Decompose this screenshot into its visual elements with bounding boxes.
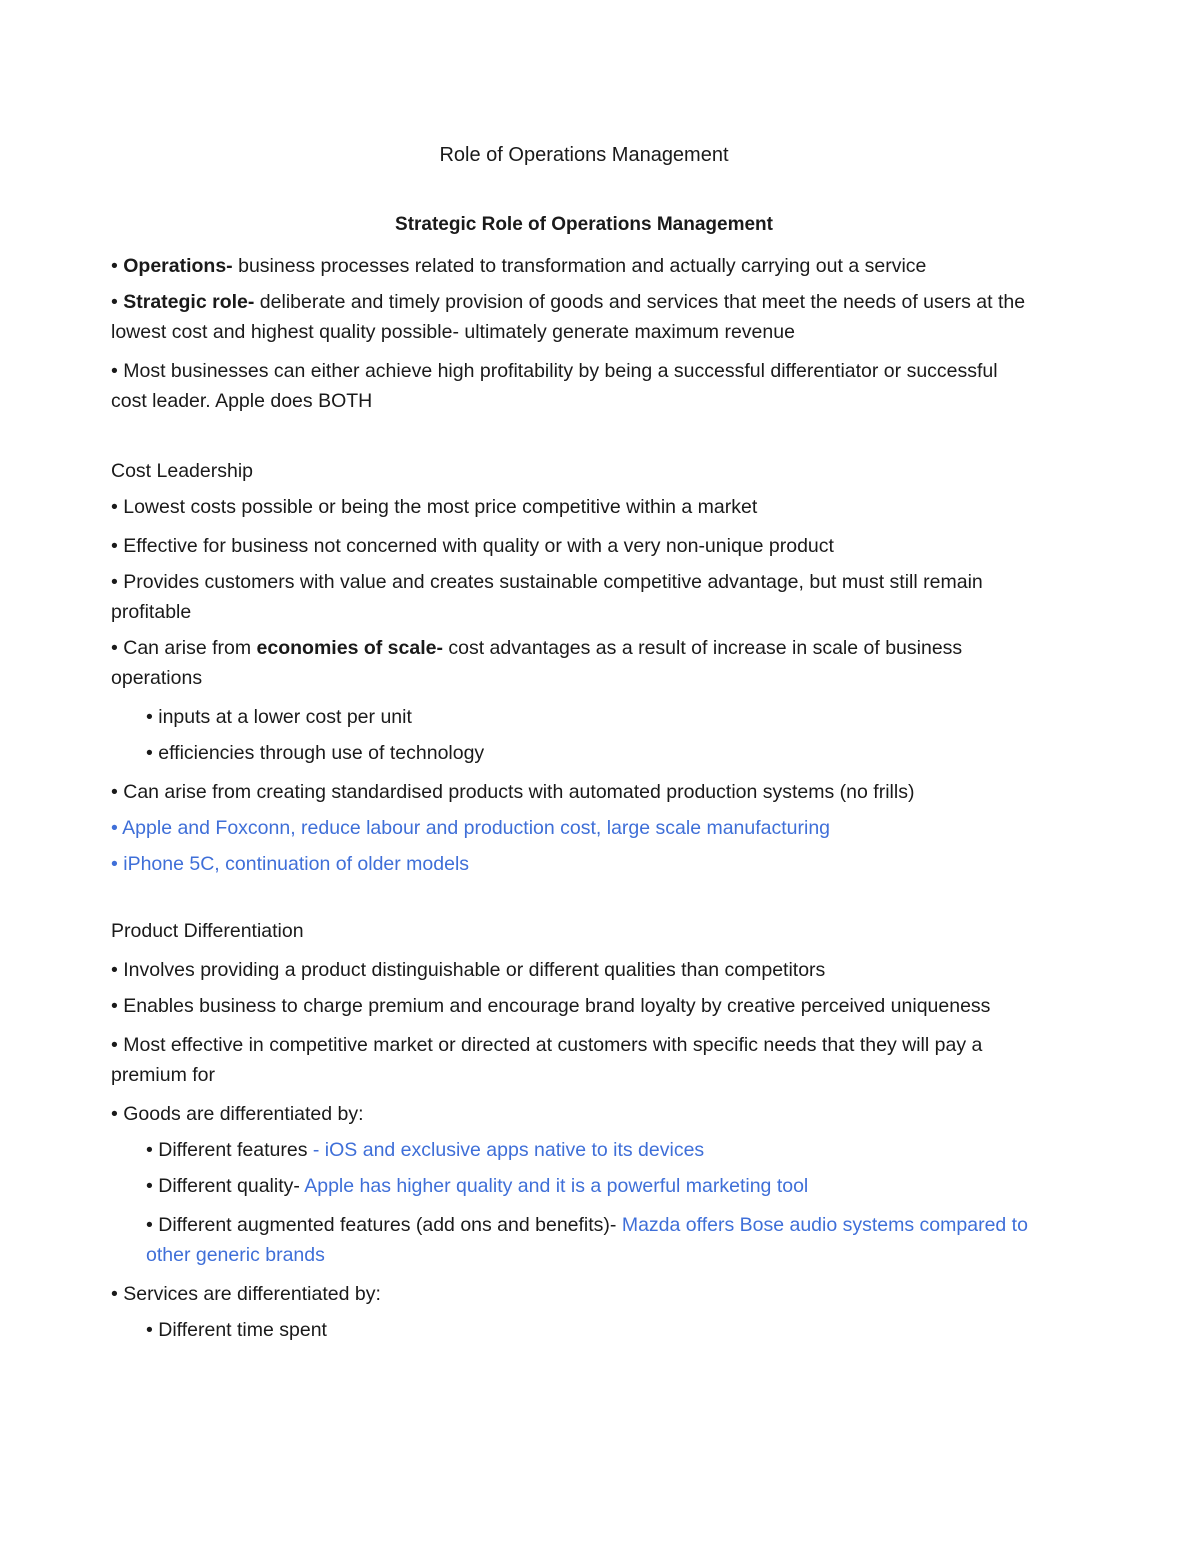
differentiation-item-goods: • Goods are differentiated by: (111, 1103, 364, 1125)
definition-operations: business processes related to transformation and actually carrying out a service (232, 255, 927, 277)
document-body (111, 251, 1031, 1345)
term-strategic-role: Strategic role- (123, 291, 255, 313)
bullet: • (111, 255, 124, 277)
differentiation-item: • Most effective in competitive market or directed at customers with specific needs that they will pay a premium for (111, 1034, 983, 1086)
goods-sub-item-text: • Different quality- (146, 1175, 305, 1197)
economies-sub-item: • efficiencies through use of technology (146, 742, 485, 764)
document-title: Role of Operations Management (439, 144, 729, 166)
cost-leadership-item-economies-of-scale (111, 633, 1031, 693)
cost-leadership-item: • Provides customers with value and creates sustainable competitive advantage, but must still remain profitable (111, 571, 983, 623)
goods-sub-item-example: - iOS and exclusive apps native to its devices (312, 1139, 705, 1161)
bullet: • (111, 291, 124, 313)
section-heading-cost-leadership: Cost Leadership (111, 460, 254, 482)
term-economies-of-scale: economies of scale- (256, 637, 443, 659)
profitability-text: Most businesses can either achieve high profitability by being a successful differentiator or successful cost leader. Apple does BOTH (111, 360, 998, 412)
cost-leadership-example: • Apple and Foxconn, reduce labour and production cost, large scale manufacturing (111, 817, 831, 839)
cost-leadership-item-standardised: • Can arise from creating standardised products with automated production systems (no frills) (111, 781, 915, 803)
differentiation-item-services: • Services are differentiated by: (111, 1283, 381, 1305)
goods-sub-item-example: Mazda offers Bose audio systems compared to other generic brands (146, 1214, 1028, 1266)
section-heading-strategic-role: Strategic Role of Operations Management (395, 214, 773, 235)
goods-sub-item-augmented (111, 1210, 1031, 1270)
differentiation-item: • Involves providing a product distinguishable or different qualities than competitors (111, 959, 826, 981)
definition-strategic-role: deliberate and timely provision of goods and services that meet the needs of users at the lowest cost and highest quality possible- ultimately generate maximum revenue (111, 291, 1026, 343)
bullet: • (111, 360, 124, 382)
cost-leadership-example: • iPhone 5C, continuation of older models (111, 853, 470, 875)
goods-sub-item-text: • Different augmented features (add ons and benefits)- (146, 1214, 622, 1236)
services-sub-item: • Different time spent (146, 1319, 327, 1341)
term-operations: Operations- (123, 255, 233, 277)
goods-sub-item-example: Apple has higher quality and it is a powerful marketing tool (304, 1175, 809, 1197)
goods-sub-item-text: • Different features (146, 1139, 313, 1161)
intro-item-strategic-role (111, 287, 1031, 347)
cost-leadership-item: • Effective for business not concerned with quality or with a very non-unique product (111, 535, 834, 557)
economies-definition: cost advantages as a result of increase in scale of business operations (111, 637, 963, 689)
cost-leadership-item: • Lowest costs possible or being the most price competitive within a market (111, 496, 758, 518)
intro-item-profitability (111, 356, 1031, 416)
goods-sub-item-quality (111, 1171, 1031, 1201)
intro-item-operations (111, 251, 1031, 281)
economies-sub-item: • inputs at a lower cost per unit (146, 706, 412, 728)
economies-prefix: • Can arise from (111, 637, 257, 659)
differentiation-item: • Enables business to charge premium and encourage brand loyalty by creative perceived uniqueness (111, 995, 991, 1017)
goods-sub-item-features (111, 1135, 1031, 1165)
section-heading-product-differentiation: Product Differentiation (111, 920, 304, 942)
